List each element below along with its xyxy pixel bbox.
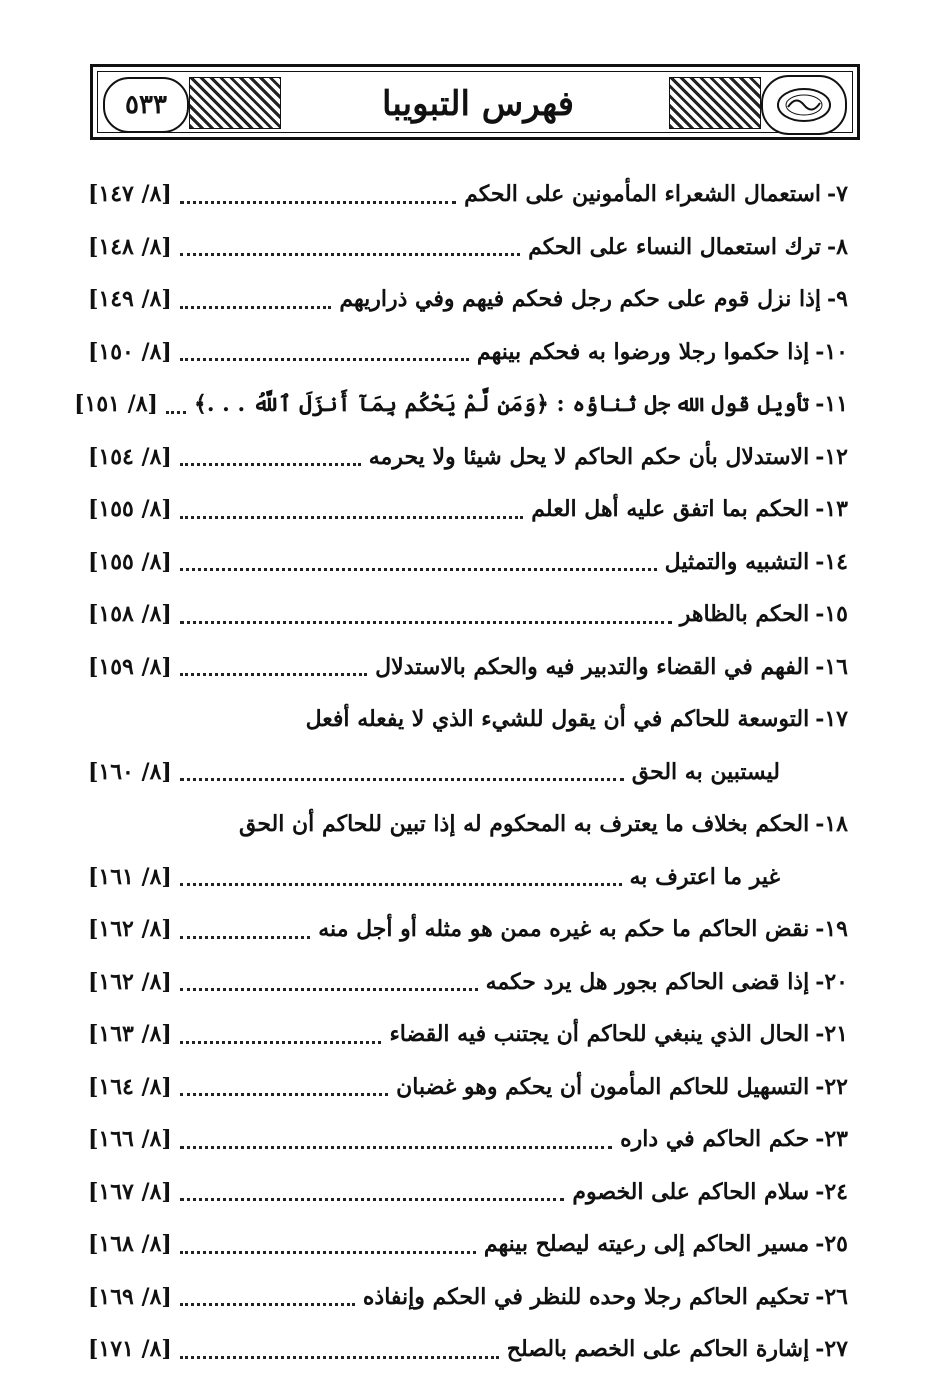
toc-entry <box>88 1113 848 1166</box>
entry-page-ref: [٨/ ١٦٤] <box>88 1073 172 1100</box>
publisher-seal-icon <box>761 75 847 135</box>
entry-page-ref: [٨/ ١٥٨] <box>88 601 172 628</box>
toc-entry <box>88 431 848 484</box>
entry-number: ١٤- <box>815 548 848 575</box>
entry-number: ١٧- <box>815 706 848 733</box>
dot-leader <box>180 778 624 781</box>
entry-title: حكم الحاكم في داره <box>620 1126 810 1153</box>
entry-page-ref: [٨/ ١٥١] <box>74 391 158 418</box>
entry-number: ٢٢- <box>815 1073 848 1100</box>
ornament-left <box>189 77 281 129</box>
entry-title: ليستبين به الحق <box>631 758 780 785</box>
toc-entry <box>88 1008 848 1061</box>
entry-page-ref: [٨/ ١٧١] <box>88 1336 172 1363</box>
dot-leader <box>166 411 186 414</box>
toc-entry <box>88 536 848 589</box>
page-header <box>90 64 860 140</box>
entry-number: ٢٦- <box>815 1283 848 1310</box>
dot-leader <box>180 568 657 571</box>
dot-leader <box>180 306 331 309</box>
entry-page-ref: [٨/ ١٤٧] <box>88 181 172 208</box>
dot-leader <box>180 463 361 466</box>
entry-page-ref: [٨/ ١٦٢] <box>88 916 172 943</box>
toc-entry <box>88 1271 848 1324</box>
entry-title: الحال الذي ينبغي للحاكم أن يجتنب فيه القضاء <box>389 1021 810 1048</box>
entry-title: سلام الحاكم على الخصوم <box>572 1178 810 1205</box>
entry-page-ref: [٨/ ١٦٣] <box>88 1021 172 1048</box>
entry-number: ٢٧- <box>815 1336 848 1363</box>
dot-leader <box>180 358 469 361</box>
dot-leader <box>180 201 456 204</box>
entry-title: إذا نزل قوم على حكم رجل فحكم فيهم وفي ذراريهم <box>339 286 822 313</box>
toc-entry <box>88 1061 848 1114</box>
entry-title: الحكم بالظاهر <box>679 601 810 628</box>
entry-title: ترك استعمال النساء على الحكم <box>528 233 822 260</box>
entry-page-ref: [٨/ ١٥٥] <box>88 548 172 575</box>
entry-page-ref: [٨/ ١٦٧] <box>88 1178 172 1205</box>
dot-leader <box>180 936 310 939</box>
ornament-right <box>669 77 761 129</box>
entry-title: تأويل قول الله جل ثناؤه : ﴿وَمَن لَّمْ يَحْكُم بِمَآ أَنزَلَ ٱللَّهُ . . .﴾ <box>193 391 810 418</box>
toc-entry <box>88 746 848 799</box>
dot-leader <box>180 988 478 991</box>
toc-entry <box>88 1166 848 1219</box>
page-title: فهرس التبويبا <box>382 84 574 124</box>
entry-title: الفهم في القضاء والتدبير فيه والحكم بالاستدلال <box>375 653 810 680</box>
entry-number: ١٩- <box>815 916 848 943</box>
toc-entry <box>88 588 848 641</box>
entry-title: مسير الحاكم إلى رعيته ليصلح بينهم <box>483 1231 810 1258</box>
entry-title: التوسعة للحاكم في أن يقول للشيء الذي لا يفعله أفعل <box>305 706 810 733</box>
dot-leader <box>180 1041 382 1044</box>
dot-leader <box>180 1093 388 1096</box>
toc-entry <box>88 798 848 851</box>
toc-entry <box>88 221 848 274</box>
entry-page-ref: [٨/ ١٤٩] <box>88 286 172 313</box>
entry-number: ٢٣- <box>815 1126 848 1153</box>
entry-page-ref: [٨/ ١٦٢] <box>88 968 172 995</box>
toc-entry <box>88 168 848 221</box>
entry-number: ١٠- <box>815 338 848 365</box>
dot-leader <box>180 1146 612 1149</box>
title-frame <box>293 75 663 133</box>
dot-leader <box>180 883 622 886</box>
entry-number: ١١- <box>815 391 848 418</box>
entry-page-ref: [٨/ ١٤٨] <box>88 233 172 260</box>
entry-number: ١٦- <box>815 653 848 680</box>
entry-page-ref: [٨/ ١٥٠] <box>88 338 172 365</box>
entry-number: ٩- <box>827 286 848 313</box>
entry-number: ١٣- <box>815 496 848 523</box>
entry-page-ref: [٨/ ١٦٦] <box>88 1126 172 1153</box>
entry-page-ref: [٨/ ١٦٩] <box>88 1283 172 1310</box>
page-number: ٥٣٣ <box>103 77 189 133</box>
toc-entry <box>88 956 848 1009</box>
entry-title: إذا قضى الحاكم بجور هل يرد حكمه <box>485 968 810 995</box>
entry-page-ref: [٨/ ١٥٤] <box>88 443 172 470</box>
dot-leader <box>180 1198 565 1201</box>
toc-entry <box>88 851 848 904</box>
toc-entry <box>88 903 848 956</box>
toc-entry <box>88 641 848 694</box>
table-of-contents <box>74 168 848 1376</box>
entry-number: ٧- <box>827 181 848 208</box>
entry-number: ٢٥- <box>815 1231 848 1258</box>
entry-page-ref: [٨/ ١٦١] <box>88 863 172 890</box>
entry-title: الحكم بخلاف ما يعترف به المحكوم له إذا تبين للحاكم أن الحق <box>239 811 810 838</box>
toc-entry <box>88 1323 848 1376</box>
dot-leader <box>180 1251 476 1254</box>
entry-number: ٢٠- <box>815 968 848 995</box>
entry-title: الحكم بما اتفق عليه أهل العلم <box>531 496 810 523</box>
entry-title: نقض الحاكم ما حكم به غيره ممن هو مثله أو أجل منه <box>318 916 810 943</box>
toc-entry <box>88 693 848 746</box>
dot-leader <box>180 621 672 624</box>
entry-title: إذا حكموا رجلا ورضوا به فحكم بينهم <box>476 338 810 365</box>
dot-leader <box>180 1356 499 1359</box>
dot-leader <box>180 673 367 676</box>
entry-title: إشارة الحاكم على الخصم بالصلح <box>506 1336 810 1363</box>
dot-leader <box>180 253 520 256</box>
entry-title: غير ما اعترف به <box>629 863 780 890</box>
toc-entry <box>88 1218 848 1271</box>
toc-entry <box>88 326 848 379</box>
toc-entry <box>74 378 848 431</box>
entry-page-ref: [٨/ ١٥٥] <box>88 496 172 523</box>
entry-title: الاستدلال بأن حكم الحاكم لا يحل شيئا ولا يحرمه <box>368 443 810 470</box>
dot-leader <box>180 1303 355 1306</box>
entry-number: ١٢- <box>815 443 848 470</box>
entry-page-ref: [٨/ ١٦٨] <box>88 1231 172 1258</box>
entry-number: ١٥- <box>815 601 848 628</box>
entry-number: ٨- <box>827 233 848 260</box>
entry-number: ٢١- <box>815 1021 848 1048</box>
entry-page-ref: [٨/ ١٦٠] <box>88 758 172 785</box>
entry-page-ref: [٨/ ١٥٩] <box>88 653 172 680</box>
entry-title: تحكيم الحاكم رجلا وحده للنظر في الحكم وإنفاذه <box>362 1283 810 1310</box>
entry-title: استعمال الشعراء المأمونين على الحكم <box>464 181 822 208</box>
entry-number: ١٨- <box>815 811 848 838</box>
toc-entry <box>88 483 848 536</box>
dot-leader <box>180 516 523 519</box>
entry-title: التشبيه والتمثيل <box>664 548 810 575</box>
entry-title: التسهيل للحاكم المأمون أن يحكم وهو غضبان <box>396 1073 810 1100</box>
entry-number: ٢٤- <box>815 1178 848 1205</box>
toc-entry <box>88 273 848 326</box>
